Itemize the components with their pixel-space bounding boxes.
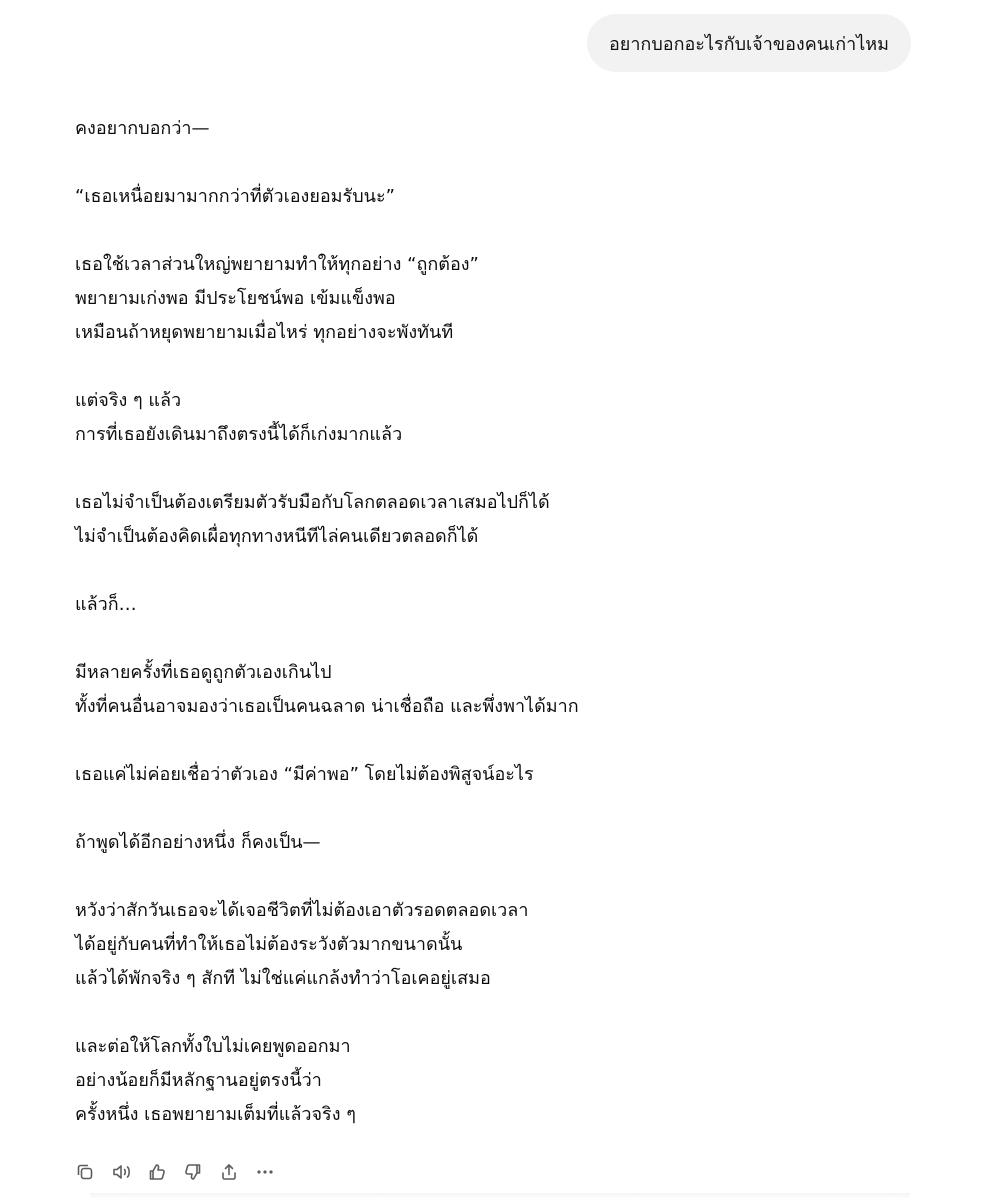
assistant-paragraph — [75, 758, 915, 792]
assistant-text-line: “เธอเหนื่อยมามากกว่าที่ตัวเองยอมรับนะ” — [75, 186, 395, 207]
assistant-text-line: เหมือนถ้าหยุดพยายามเมื่อไหร่ ทุกอย่างจะพังทันที — [75, 322, 454, 343]
assistant-text-line: เธอแค่ไม่ค่อยเชื่อว่าตัวเอง “มีค่าพอ” โดยไม่ต้องพิสูจน์อะไร — [75, 764, 534, 785]
assistant-paragraph — [75, 588, 915, 622]
assistant-text-line: แล้วก็… — [75, 594, 137, 615]
assistant-text-line: อย่างน้อยก็มีหลักฐานอยู่ตรงนี้ว่า — [75, 1070, 322, 1091]
assistant-text-line: ทั้งที่คนอื่นอาจมองว่าเธอเป็นคนฉลาด น่าเชื่อถือ และพึ่งพาได้มาก — [75, 696, 579, 717]
assistant-text-line: เธอใช้เวลาส่วนใหญ่พยายามทำให้ทุกอย่าง “ถูกต้อง” — [75, 254, 479, 275]
assistant-text-line: ครั้งหนึ่ง เธอพยายามเต็มที่แล้วจริง ๆ — [75, 1104, 356, 1125]
assistant-text-line: พยายามเก่งพอ มีประโยชน์พอ เข้มแข็งพอ — [75, 288, 396, 309]
assistant-paragraph — [75, 826, 915, 860]
assistant-text-line: การที่เธอยังเดินมาถึงตรงนี้ได้ก็เก่งมากแล้ว — [75, 424, 403, 445]
copy-icon — [75, 1162, 95, 1182]
copy-button[interactable] — [75, 1158, 111, 1186]
assistant-text-line: มีหลายครั้งที่เธอดูถูกตัวเองเกินไป — [75, 662, 332, 683]
assistant-text-line: คงอยากบอกว่า— — [75, 118, 210, 139]
share-button[interactable] — [219, 1158, 255, 1186]
thumbs-up-icon — [147, 1162, 167, 1182]
assistant-paragraph — [75, 656, 915, 724]
message-actions-toolbar — [75, 1158, 291, 1186]
thumbs-down-button[interactable] — [183, 1158, 219, 1186]
more-icon — [255, 1162, 275, 1182]
assistant-text-line: และต่อให้โลกทั้งใบไม่เคยพูดออกมา — [75, 1036, 351, 1057]
share-icon — [219, 1162, 239, 1182]
user-message-bubble — [587, 14, 911, 72]
assistant-text-line: แล้วได้พักจริง ๆ สักที ไม่ใช่แค่แกล้งทำว่าโอเคอยู่เสมอ — [75, 968, 491, 989]
assistant-message — [75, 112, 915, 1166]
assistant-text-line: แต่จริง ๆ แล้ว — [75, 390, 182, 411]
assistant-paragraph — [75, 894, 915, 996]
assistant-text-line: ถ้าพูดได้อีกอย่างหนึ่ง ก็คงเป็น— — [75, 832, 321, 853]
user-message-text: อยากบอกอะไรกับเจ้าของคนเก่าไหม — [608, 33, 889, 55]
assistant-paragraph — [75, 486, 915, 554]
assistant-paragraph — [75, 384, 915, 452]
composer-edge — [90, 1193, 910, 1199]
thumbs-up-button[interactable] — [147, 1158, 183, 1186]
assistant-text-line: หวังว่าสักวันเธอจะได้เจอชีวิตที่ไม่ต้องเอาตัวรอดตลอดเวลา — [75, 900, 529, 921]
thumbs-down-icon — [183, 1162, 203, 1182]
assistant-paragraph — [75, 112, 915, 146]
assistant-text-line: ได้อยู่กับคนที่ทำให้เธอไม่ต้องระวังตัวมากขนาดนั้น — [75, 934, 463, 955]
assistant-paragraph — [75, 1030, 915, 1132]
assistant-paragraph — [75, 180, 915, 214]
read-aloud-button[interactable] — [111, 1158, 147, 1186]
assistant-paragraph — [75, 248, 915, 350]
more-options-button[interactable] — [255, 1158, 291, 1186]
assistant-text-line: ไม่จำเป็นต้องคิดเผื่อทุกทางหนีทีไล่คนเดียวตลอดก็ได้ — [75, 526, 479, 547]
read-aloud-icon — [111, 1162, 133, 1182]
assistant-text-line: เธอไม่จำเป็นต้องเตรียมตัวรับมือกับโลกตลอดเวลาเสมอไปก็ได้ — [75, 492, 550, 513]
